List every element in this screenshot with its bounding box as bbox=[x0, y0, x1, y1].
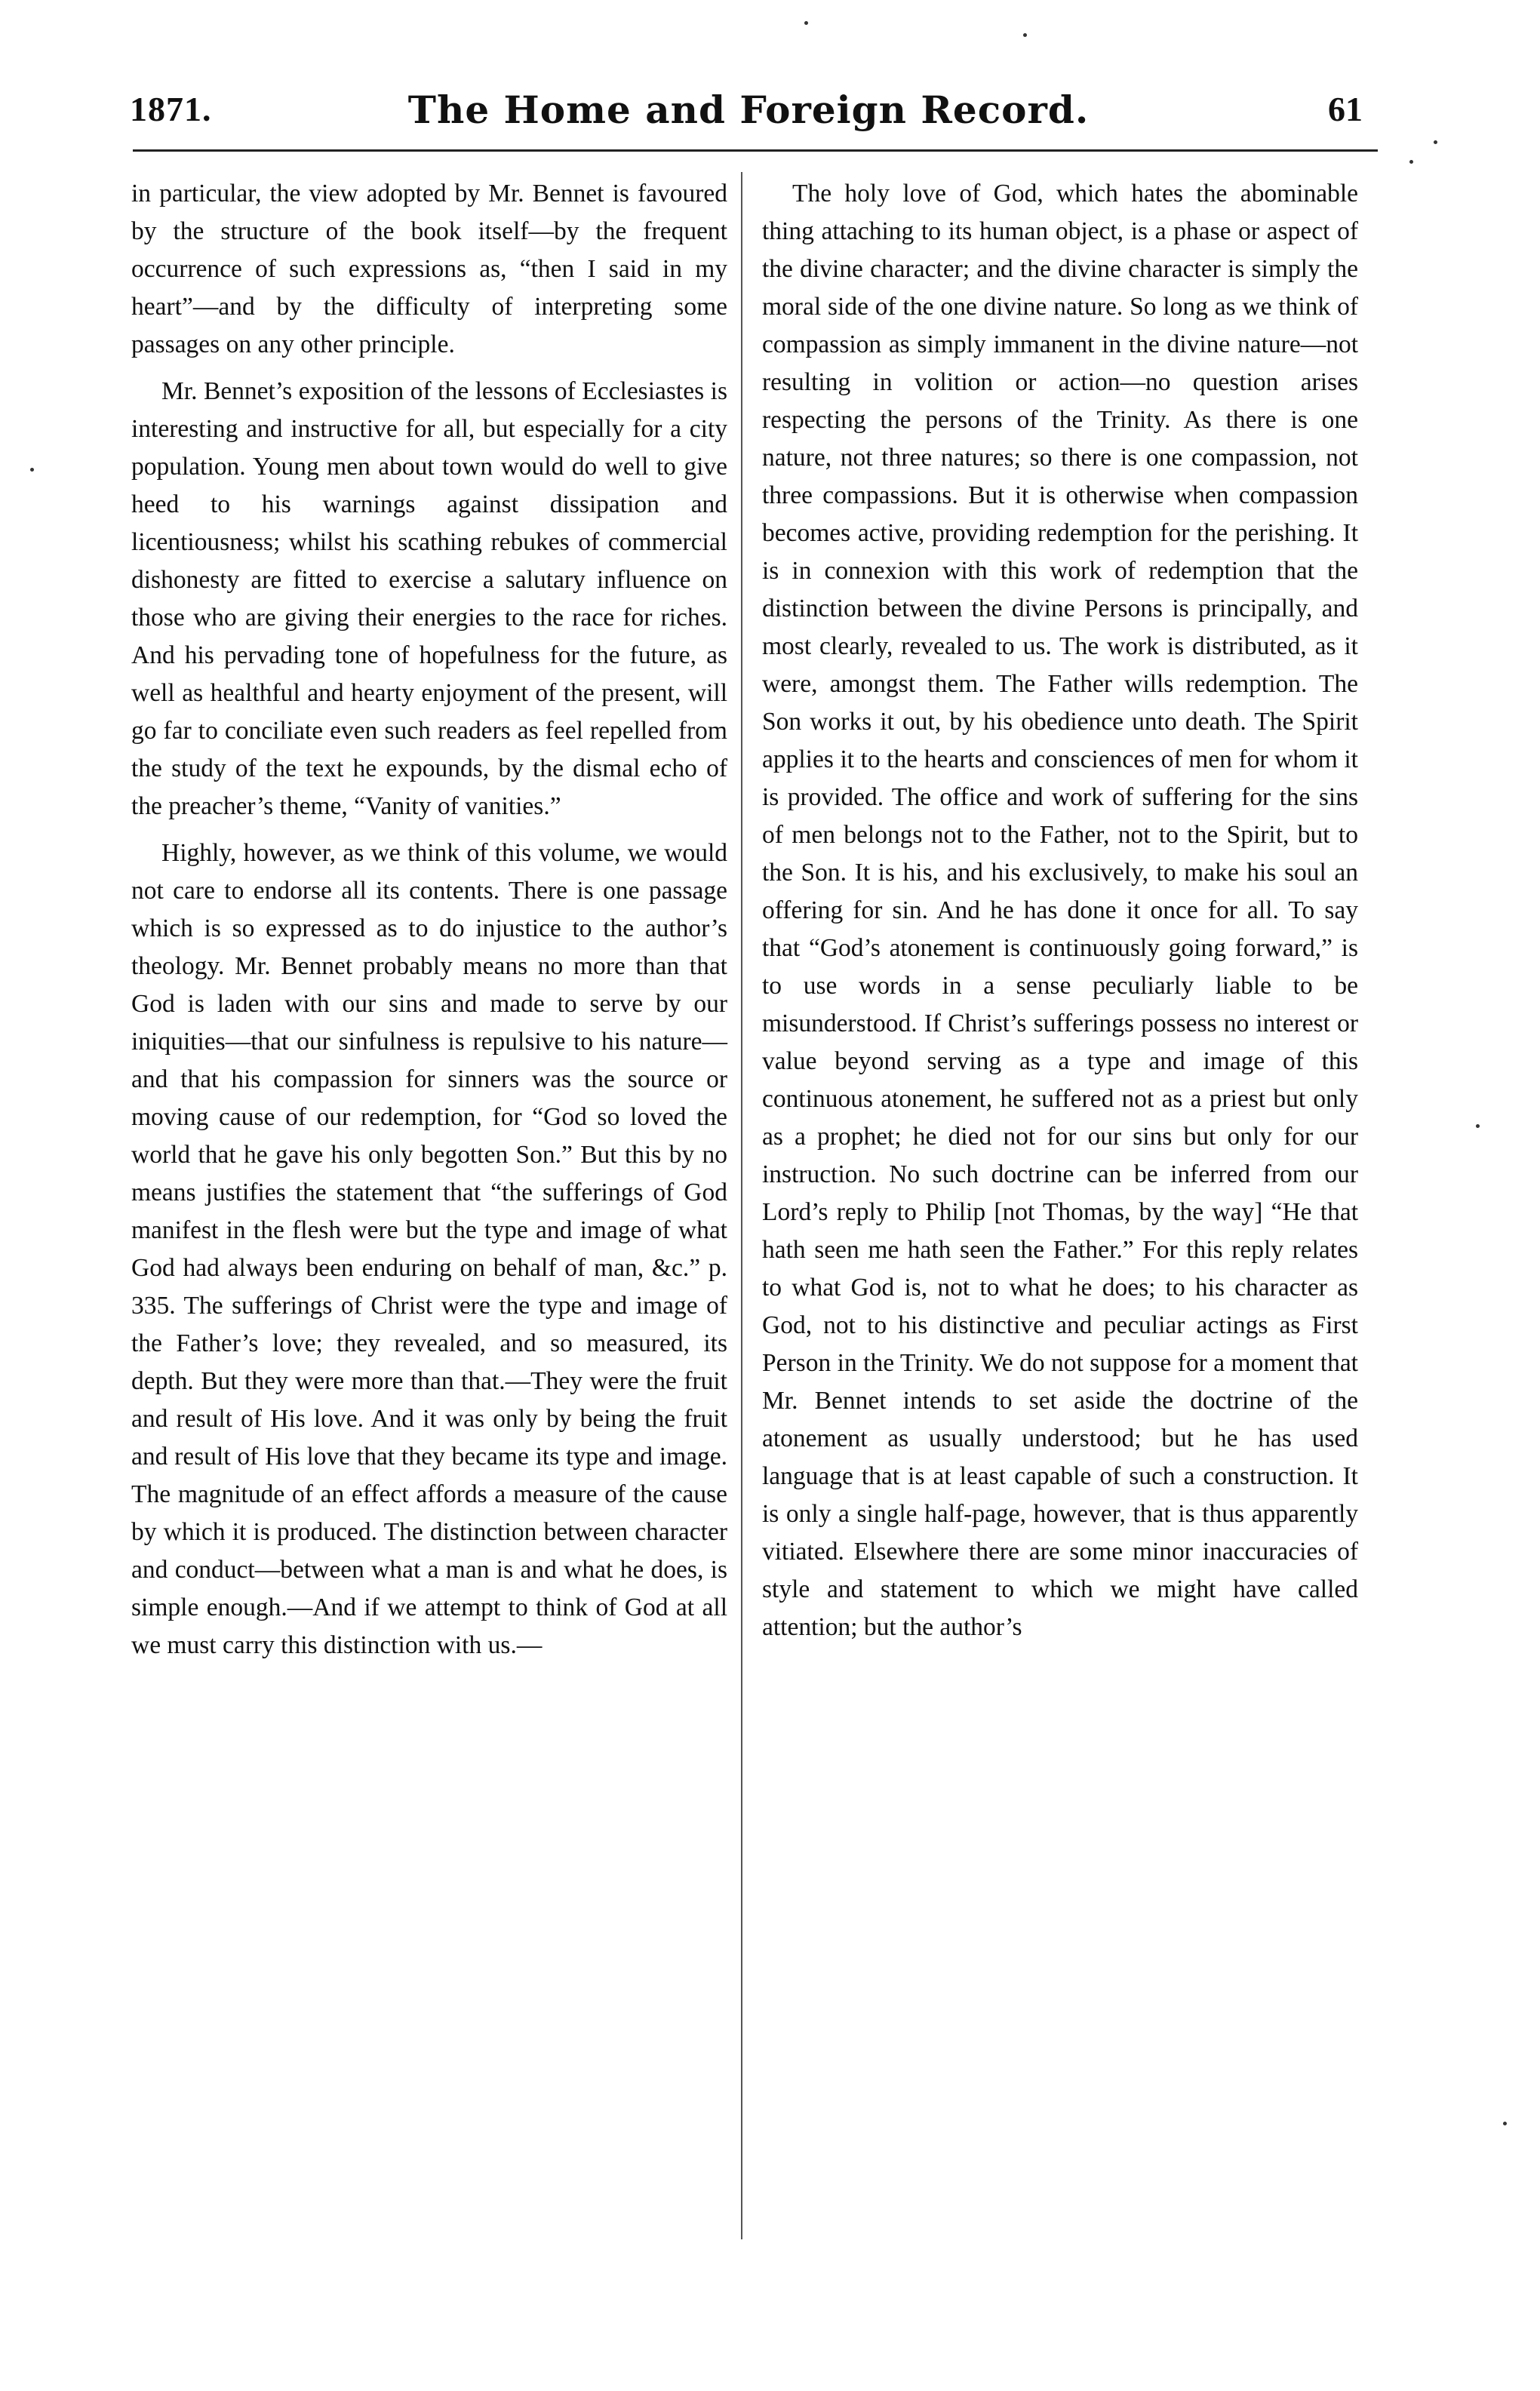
right-paragraph-1: The holy love of God, which hates the abominable thing attaching to its human object, is a phase or aspect of the divine character; and the divine character is simply the moral side of the one divine nature. So long as we think of compassion as simply immanent in the divine nature—not resulting in volition or action—no question arises respecting the persons of the Trinity. As there is one nature, not three natures; so there is one compassion, not three compassions. But it is otherwise when compassion becomes active, providing redemption for the perishing. It is in connexion with this work of redemption that the distinction between the divine Persons is principally, and most clearly, revealed to us. The work is distributed, as it were, amongst them. The Father wills redemption. The Son works it out, by his obedience unto death. The Spirit applies it to the hearts and consciences of men for whom it is provided. The office and work of suffering for the sins of men belongs not to the Father, not to the Spirit, but to the Son. It is his, and his exclusively, to make his soul an offering for sin. And he has done it once for all. To say that “God’s atonement is continuously going forward,” is to use words in a sense peculiarly liable to be misunderstood. If Christ’s sufferings possess no interest or value beyond serving as a type and image of this continuous atonement, he suffered not as a priest but only as a prophet; he died not for our sins but only for our instruction. No such doctrine can be inferred from our Lord’s reply to Philip [not Thomas, by the way] “He that hath seen me hath seen the Father.” For this reply relates to what God is, not to what he does; to his character as God, not to his distinctive and peculiar actings as First Person in the Trinity. We do not suppose for a moment that Mr. Bennet intends to set aside the doctrine of the atonement as usually understood; but he has used language that is at least capable of such a construction. It is only a single half-page, however, that is thus apparently vitiated. Elsewhere there are some minor inaccuracies of style and statement to which we might have called attention; but the author’s bbox=[762, 180, 1358, 1641]
print-speck bbox=[1409, 160, 1413, 164]
page-number: 61 bbox=[1328, 90, 1363, 128]
journal-title: The Home and Foreign Record. bbox=[407, 88, 1090, 132]
print-speck bbox=[1503, 2122, 1507, 2125]
print-speck bbox=[1434, 140, 1437, 144]
print-speck bbox=[1476, 1124, 1480, 1128]
right-column bbox=[762, 175, 1358, 1646]
print-speck bbox=[1023, 33, 1027, 37]
running-header bbox=[130, 89, 1367, 142]
print-speck bbox=[804, 21, 808, 25]
left-paragraph-3: Highly, however, as we think of this volume, we would not care to endorse all its contents. There is one passage which is so expressed as to do injustice to the author’s theology. Mr. Bennet probably means no more than that God is laden with our sins and made to serve by our iniquities—that our sinfulness is repulsive to his nature—and that his compassion for sinners was the source or moving cause of our redemption, for “God so loved the world that he gave his only begotten Son.” But this by no means justifies the statement that “the sufferings of God manifest in the flesh were but the type and image of what God had always been enduring on behalf of man, &c.” p. 335. The sufferings of Christ were the type and image of the Father’s love; they revealed, and so measured, its depth. But they were more than that.—They were the fruit and result of His love. And it was only by being the fruit and result of His love that they became its type and image. The magnitude of an effect affords a measure of the cause by which it is produced. The distinction between character and conduct—between what a man is and what he does, is simple enough.—And if we attempt to think of God at all we must carry this distinction with us.— bbox=[131, 839, 727, 1659]
left-paragraph-1: in particular, the view adopted by Mr. Bennet is favoured by the structure of the book itself—by the frequent occurrence of such expressions as, “then I said in my heart”—and by the difficulty of interpreting some passages on any other principle. bbox=[131, 180, 727, 358]
print-speck bbox=[30, 468, 34, 472]
header-year: 1871. bbox=[130, 90, 212, 128]
left-paragraph-2: Mr. Bennet’s exposition of the lessons of Ecclesiastes is interesting and instructive for all, but especially for a city population. Young men about town would do well to give heed to his warnings against dissipation and licentiousness; whilst his scathing rebukes of commercial dishonesty are fitted to exercise a salutary influence on those who are giving their energies to the race for riches. And his pervading tone of hopefulness for the future, as well as healthful and hearty enjoyment of the present, will go far to conciliate even such readers as feel repelled from the study of the text he expounds, by the dismal echo of the preacher’s theme, “Vanity of vanities.” bbox=[131, 377, 727, 820]
header-rule bbox=[133, 149, 1378, 152]
left-column bbox=[131, 175, 727, 1664]
column-divider bbox=[741, 172, 742, 2239]
